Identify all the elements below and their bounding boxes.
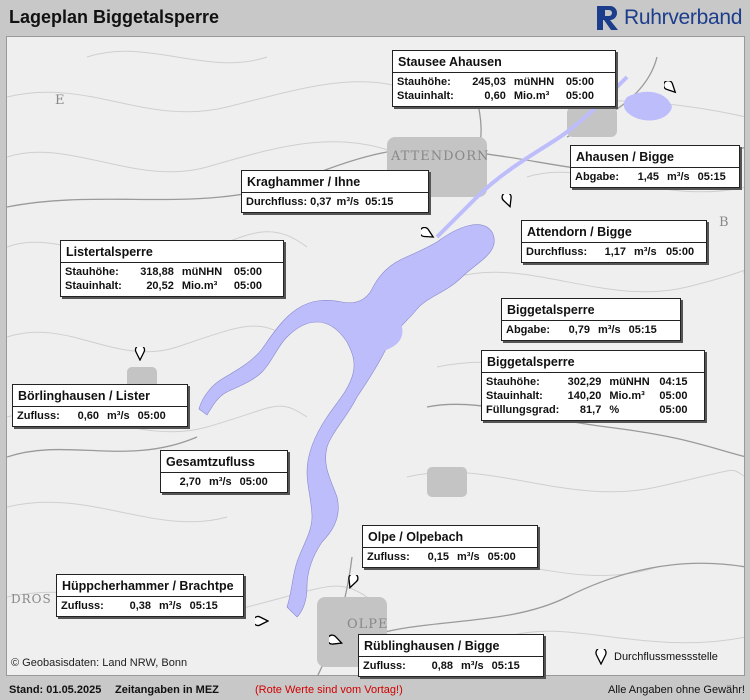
map-marker-letter-e: E — [55, 93, 66, 108]
station-attendorn-bigge[interactable] — [521, 220, 707, 263]
place-label-attendorn: ATTENDORN — [391, 149, 490, 164]
table-row — [17, 409, 166, 423]
station-title: Hüppcherhammer / Brachtpe — [57, 575, 243, 597]
status-date: Stand: 01.05.2025 — [9, 684, 102, 696]
row-time: 05:00 — [233, 280, 262, 292]
station-title: Biggetalsperre — [502, 299, 680, 321]
station-title: Börlinghausen / Lister — [13, 385, 187, 407]
table-row — [486, 375, 687, 389]
row-value: 0,37 — [310, 196, 332, 208]
ruhrverband-logo[interactable] — [596, 4, 742, 32]
row-label: Stauhöhe: — [486, 376, 540, 388]
table-row — [363, 659, 520, 673]
row-unit: Mio.m³ — [513, 90, 550, 102]
row-unit: müNHN — [609, 376, 650, 388]
station-title: Biggetalsperre — [482, 351, 704, 373]
station-title: Listertalsperre — [61, 241, 283, 263]
station-title: Olpe / Olpebach — [363, 526, 537, 548]
table-row — [165, 475, 268, 489]
row-time: 05:15 — [365, 196, 394, 208]
row-time: 05:00 — [565, 76, 594, 88]
gauge-pin-icon-olpebach[interactable] — [345, 575, 359, 589]
station-kraghammer-ihne[interactable] — [241, 170, 429, 213]
station-title: Kraghammer / Ihne — [242, 171, 428, 193]
table-row — [397, 75, 594, 89]
gauge-pin-icon-attendorn[interactable] — [501, 194, 515, 208]
row-time: 05:15 — [697, 171, 726, 183]
row-value: 302,29 — [567, 376, 602, 388]
station-title: Stausee Ahausen — [393, 51, 615, 73]
row-value: 0,15 — [427, 551, 449, 563]
station-table — [17, 409, 166, 423]
row-label: Stauinhalt: — [65, 280, 122, 292]
table-row — [65, 279, 262, 293]
row-label — [165, 475, 175, 489]
row-label: Zufluss: — [363, 660, 406, 672]
station-ahausen-bigge[interactable] — [570, 145, 740, 188]
row-label: Füllungsgrad: — [486, 404, 560, 416]
place-label-olpe: OLPE — [347, 617, 389, 632]
row-time: 05:00 — [239, 476, 268, 488]
row-value: 0,38 — [129, 600, 151, 612]
station-title: Attendorn / Bigge — [522, 221, 706, 243]
table-row — [367, 550, 516, 564]
station-table — [397, 75, 594, 103]
row-label: Durchfluss: — [246, 196, 308, 208]
ruhrverband-logo-icon — [596, 5, 620, 31]
row-unit: m³/s — [461, 660, 484, 672]
row-unit: müNHN — [513, 76, 555, 88]
row-unit: Mio.m³ — [609, 390, 645, 402]
disclaimer: Alle Angaben ohne Gewähr! — [608, 684, 745, 696]
gauge-pin-icon-boerlinghausen[interactable] — [133, 347, 147, 361]
station-title: Ahausen / Bigge — [571, 146, 739, 168]
row-time: 05:15 — [628, 324, 657, 336]
row-label: Durchfluss: — [526, 246, 588, 258]
row-time: 04:15 — [659, 376, 688, 388]
map-legend — [594, 649, 718, 665]
row-unit: % — [609, 404, 620, 416]
station-olpe-olpebach[interactable] — [362, 525, 538, 568]
gauge-pin-icon-ruebinghausen[interactable] — [329, 634, 343, 648]
page-title: Lageplan Biggetalsperre — [9, 7, 220, 27]
station-table — [486, 375, 687, 417]
row-value: 1,17 — [604, 246, 626, 258]
station-ruebinghausen-bigge[interactable] — [358, 634, 544, 677]
row-time: 05:15 — [491, 660, 520, 672]
table-row — [246, 195, 393, 209]
place-label-dros: DROS — [11, 592, 52, 606]
row-value: 0,60 — [484, 90, 506, 102]
station-listertalsperre[interactable] — [60, 240, 284, 297]
row-unit: m³/s — [159, 600, 182, 612]
row-unit: m³/s — [107, 410, 130, 422]
row-unit: m³/s — [598, 324, 621, 336]
station-hueppcherhammer-brachtpe[interactable] — [56, 574, 244, 617]
row-value: 245,03 — [472, 76, 506, 88]
gauge-pin-icon-ahausen[interactable] — [664, 81, 678, 95]
row-label: Stauhöhe: — [65, 266, 119, 278]
station-gesamtzufluss[interactable] — [160, 450, 288, 493]
row-value: 0,60 — [77, 410, 99, 422]
table-row — [506, 323, 657, 337]
row-value: 318,88 — [140, 266, 174, 278]
station-table — [65, 265, 262, 293]
row-label: Zufluss: — [17, 410, 60, 422]
row-time: 05:00 — [233, 266, 262, 278]
station-title: Gesamtzufluss — [161, 451, 287, 473]
row-time: 05:00 — [137, 410, 166, 422]
gauge-pin-icon-kraghammer[interactable] — [421, 227, 435, 241]
row-label: Zufluss: — [61, 600, 104, 612]
row-unit: müNHN — [181, 266, 223, 278]
row-time: 05:00 — [666, 246, 695, 258]
station-table — [575, 170, 726, 184]
table-row — [575, 170, 726, 184]
station-table — [246, 195, 393, 209]
table-row — [397, 89, 594, 103]
table-row — [486, 403, 687, 417]
row-label: Abgabe: — [575, 171, 619, 183]
previous-day-warning: (Rote Werte sind vom Vortag!) — [255, 684, 403, 696]
row-label: Abgabe: — [506, 324, 550, 336]
row-value: 20,52 — [146, 280, 174, 292]
row-time: 05:00 — [659, 390, 688, 402]
row-unit: m³/s — [336, 196, 360, 208]
station-table — [367, 550, 516, 564]
row-value: 0,88 — [431, 660, 453, 672]
row-unit: m³/s — [667, 171, 690, 183]
header-bar — [0, 0, 750, 36]
station-biggetalsperre-abgabe[interactable] — [501, 298, 681, 341]
row-label: Stauinhalt: — [486, 390, 543, 402]
row-value: 140,20 — [567, 390, 602, 402]
logo-text: Ruhrverband — [624, 6, 743, 29]
row-label: Stauinhalt: — [397, 90, 454, 102]
table-row — [526, 245, 694, 259]
row-unit: m³/s — [209, 476, 232, 488]
gauge-pin-icon — [594, 649, 608, 665]
row-value: 81,7 — [579, 404, 602, 416]
gauge-pin-icon-hueppcherhammer[interactable] — [255, 614, 269, 628]
station-table — [61, 599, 218, 613]
station-stausee-ahausen[interactable] — [392, 50, 616, 107]
table-row — [486, 389, 687, 403]
footer-bar — [0, 682, 750, 700]
row-unit: m³/s — [634, 246, 657, 258]
row-time: 05:15 — [189, 600, 218, 612]
map-marker-letter-b: B — [719, 215, 730, 230]
row-label: Stauhöhe: — [397, 76, 451, 88]
row-time: 05:00 — [659, 404, 688, 416]
station-table — [363, 659, 520, 673]
row-value: 0,79 — [568, 324, 590, 336]
table-row — [61, 599, 218, 613]
station-table — [526, 245, 694, 259]
row-time: 05:00 — [487, 551, 516, 563]
row-unit: m³/s — [457, 551, 480, 563]
timezone-note: Zeitangaben in MEZ — [115, 684, 219, 696]
row-time: 05:00 — [565, 90, 594, 102]
table-row — [65, 265, 262, 279]
row-unit: Mio.m³ — [181, 280, 218, 292]
row-value: 2,70 — [179, 476, 201, 488]
row-value: 1,45 — [637, 171, 659, 183]
row-label: Zufluss: — [367, 551, 410, 563]
legend-label: Durchflussmessstelle — [614, 651, 718, 663]
station-table — [506, 323, 657, 337]
station-title: Rüblinghausen / Bigge — [359, 635, 543, 657]
copyright-text: © Geobasisdaten: Land NRW, Bonn — [11, 657, 188, 669]
station-table — [165, 475, 268, 489]
station-boerlinghausen-lister[interactable] — [12, 384, 188, 427]
station-biggetalsperre[interactable] — [481, 350, 705, 421]
